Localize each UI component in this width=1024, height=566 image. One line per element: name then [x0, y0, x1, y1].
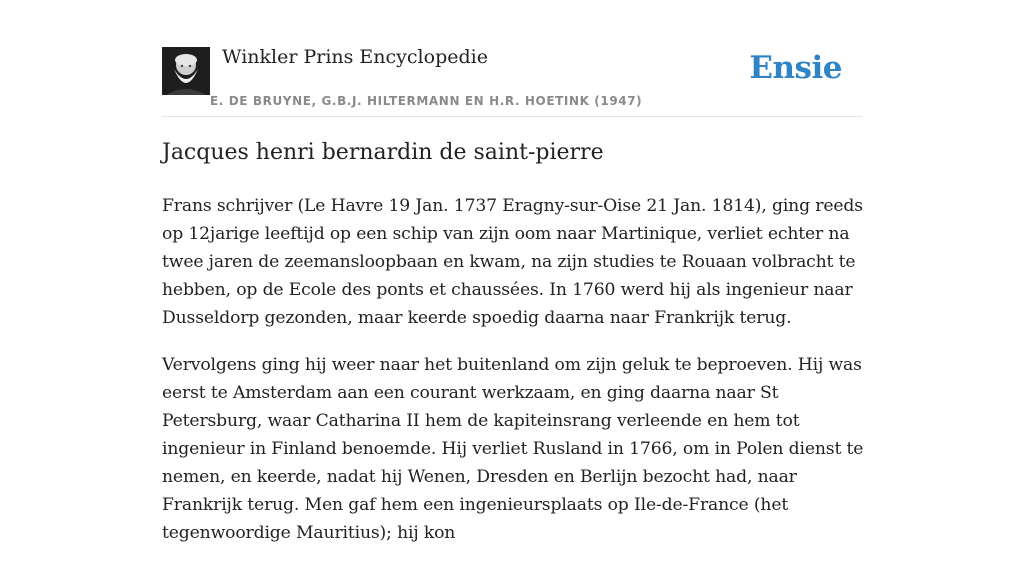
article-title: Jacques henri bernardin de saint-pierre	[162, 140, 604, 165]
article-paragraph: Frans schrijver (Le Havre 19 Jan. 1737 Eragny-sur-Oise 21 Jan. 1814), ging reeds op 12jarige leeftijd op een schip van zijn oom naar Martinique, verliet echter na twee jaren de zeemansloopbaan en kwam, na zijn studies te Rouaan volbracht te hebben, op de Ecole des ponts et chaussées. In 1760 werd hij als ingenieur naar Dusseldorp gezonden, maar keerde spoedig daarna naar Frankrijk terug.	[162, 196, 863, 328]
author-avatar[interactable]	[162, 47, 210, 95]
encyclopedia-title[interactable]: Winkler Prins Encyclopedie	[222, 46, 488, 68]
authors-line: E. DE BRUYNE, G.B.J. HILTERMANN EN H.R. HOETINK (1947)	[210, 94, 643, 108]
article-paragraph: Vervolgens ging hij weer naar het buitenland om zijn geluk te beproeven. Hij was eerst te Amsterdam aan een courant werkzaam, en ging daarna naar St Petersburg, waar Catharina II hem de kapiteinsrang verleende en hem tot ingenieur in Finland benoemde. Hij verliet Rusland in 1766, om in Polen dienst te nemen, en keerde, nadat hij Wenen, Dresden en Berlijn bezocht had, naar Frankrijk terug. Men gaf hem een ingenieursplaats op Ile-de-France (het tegenwoordige Mauritius); hij kon	[162, 355, 864, 543]
article-body	[162, 192, 872, 566]
source-header	[162, 40, 862, 117]
ensie-logo[interactable]: Ensie	[749, 50, 842, 86]
